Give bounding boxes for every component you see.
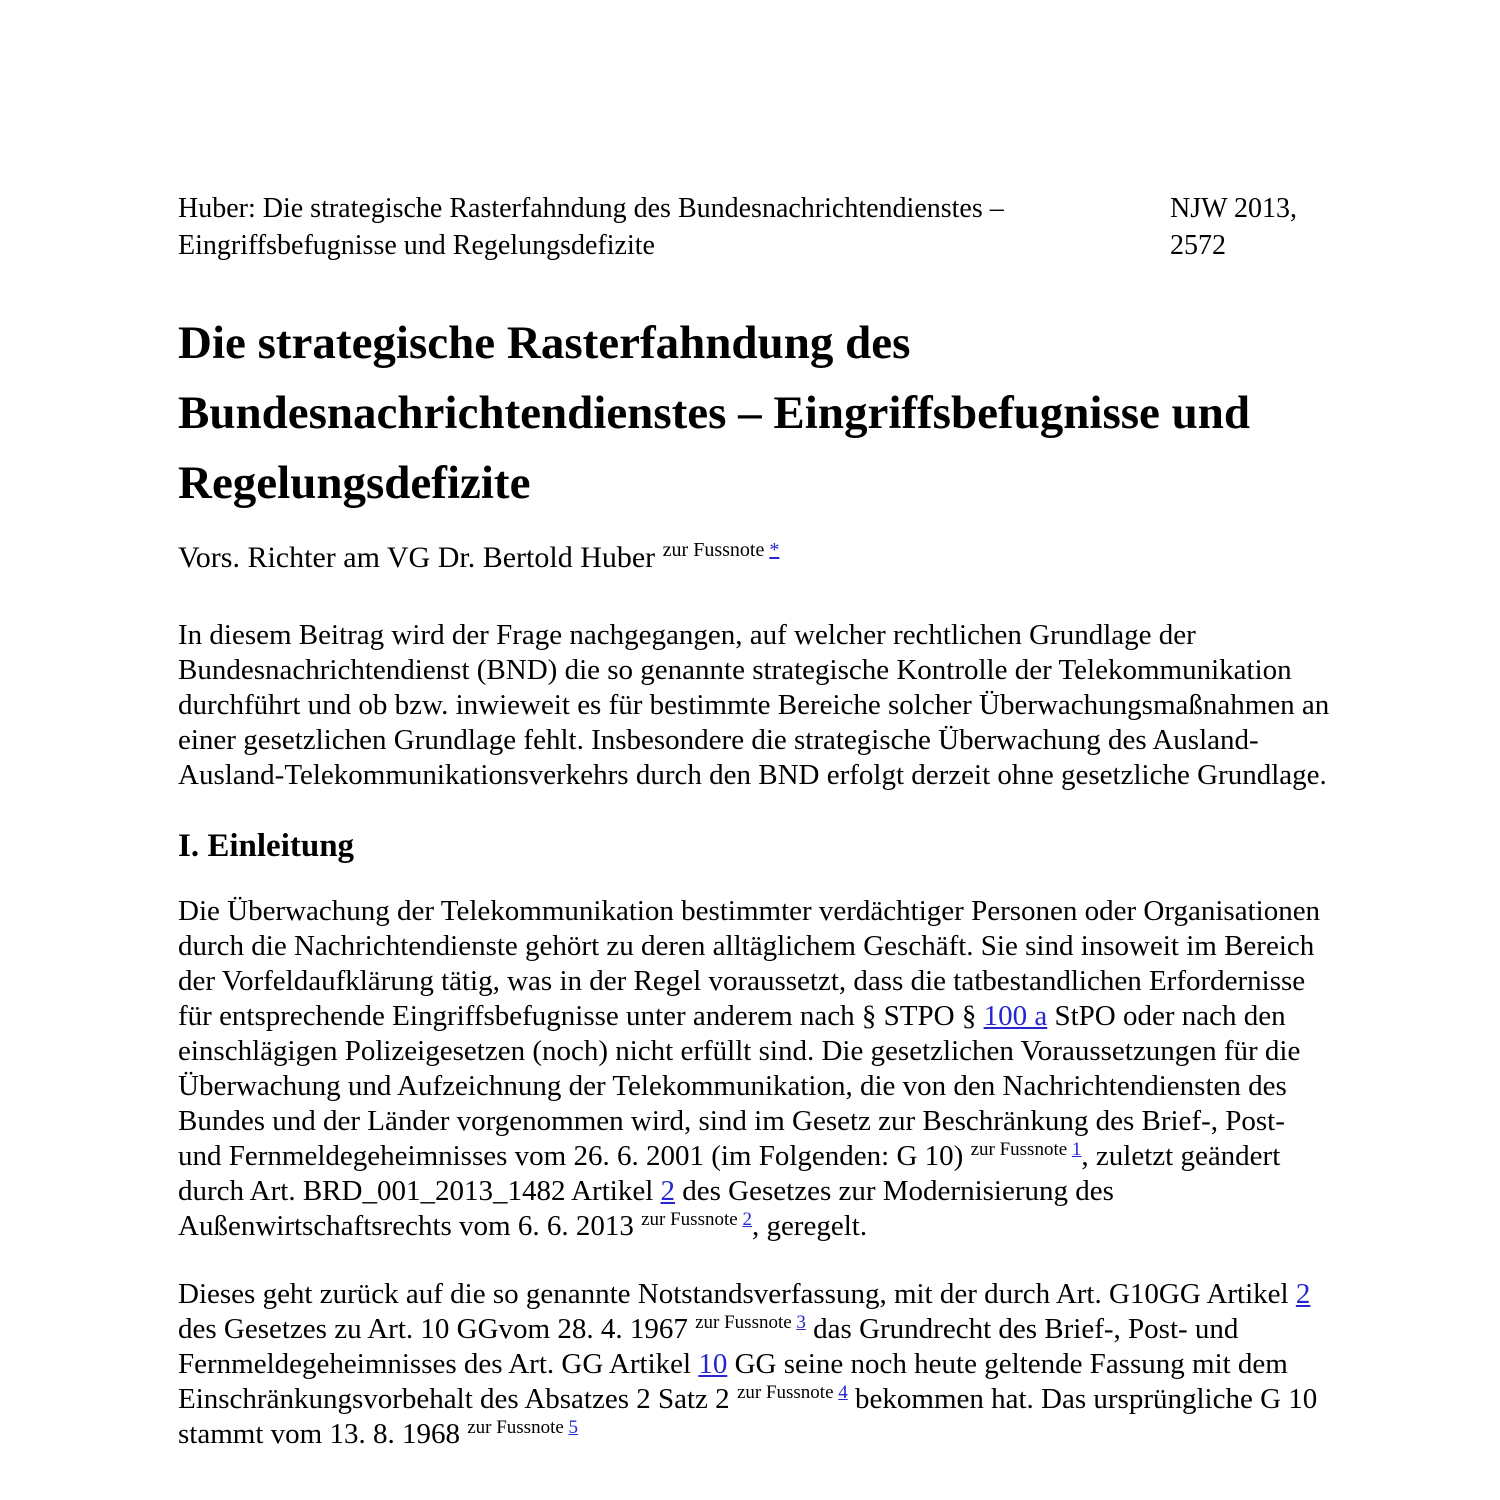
footnote-link[interactable]: * [769, 539, 780, 561]
footnote-link[interactable]: 1 [1071, 1139, 1082, 1160]
footnote-ref [695, 1312, 806, 1333]
footnote-label: zur Fussnote [467, 1417, 569, 1438]
inline-link[interactable]: 2 [1295, 1278, 1311, 1310]
body-paragraph-1: Die Überwachung der Telekommunikation bestimmter verdächtiger Personen oder Organisationen durch die Nachrichtendienste gehört zu deren alltäglichem Geschäft. Sie sind insoweit im Bereich der Vorfeldaufklärung tätig, was in der Regel voraussetzt, dass die tatbestandlichen Erfordernisse für entsprechende Eingriffsbefugnisse unter anderem nach § STPO § 100 a StPO oder nach den einschlägigen Polizeigesetzen (noch) nicht erfüllt sind. Die gesetzlichen Voraussetzungen für die Überwachung und Aufzeichnung der Telekommunikation, die von den Nachrichtendiensten des Bundes und der Länder vorgenommen wird, sind im Gesetz zur Beschränkung des Brief-, Post- und Fernmeldegeheimnisses vom 26. 6. 2001 (im Folgenden: G 10) $^{zur Fussnote 1}$, zuletzt geändert durch Art. BRD_001_2013_1482 Artikel 2 des Gesetzes zur Modernisierung des Außenwirtschaftsrechts vom 6. 6. 2013 $^{zur Fussnote 2}$, geregelt. [178, 895, 1321, 1242]
footnote-link[interactable]: 5 [568, 1417, 579, 1438]
footnote-ref [641, 1209, 752, 1230]
footnote-ref [737, 1382, 848, 1403]
footnote-label: zur Fussnote [641, 1209, 743, 1230]
author-byline: Vors. Richter am VG Dr. Bertold Huber $^{zur Fussnote *}$ [178, 539, 780, 574]
running-header [178, 190, 1330, 264]
section-heading-einleitung: I. Einleitung [178, 828, 355, 864]
footnote-label: zur Fussnote [970, 1139, 1072, 1160]
footnote-ref [467, 1417, 578, 1438]
footnote-link[interactable]: 4 [838, 1382, 848, 1403]
abstract-paragraph: In diesem Beitrag wird der Frage nachgegangen, auf welcher rechtlichen Grundlage der Bundesnachrichtendienst (BND) die so genannte strategische Kontrolle der Telekommunikation durchführt und ob bzw. inwieweit es für bestimmte Bereiche solcher Überwachungsmaßnahmen an einer gesetzlichen Grundlage fehlt. Insbesondere die strategische Überwachung des Ausland-Ausland-Telekommunikationsverkehrs durch den BND erfolgt derzeit ohne gesetzliche Grundlage. [178, 619, 1330, 791]
inline-link[interactable]: 10 [698, 1348, 728, 1380]
footnote-ref [971, 1139, 1082, 1160]
page-title: Die strategische Rasterfahndung des Bundesnachrichtendienstes – Eingriffsbefugnisse und Regelungsdefizite [178, 317, 1251, 509]
footnote-link[interactable]: 2 [742, 1209, 752, 1230]
body-paragraph-2: Dieses geht zurück auf die so genannte Notstandsverfassung, mit der durch Art. G10GG Artikel 2 des Gesetzes zu Art. 10 GGvom 28. 4. 1967 $^{zur Fussnote 3}$ das Grundrecht des Brief-, Post- und Fernmeldegeheimnisses des Art. GG Artikel 10 GG seine noch heute geltende Fassung mit dem Einschränkungsvorbehalt des Absatzes 2 Satz 2 $^{zur Fussnote 4}$ bekommen hat. Das ursprüngliche G 10 stammt vom 13. 8. 1968 $^{zur Fussnote 5}$ [178, 1278, 1318, 1450]
footnote-ref [663, 539, 780, 561]
running-header-title: Huber: Die strategische Rasterfahndung des Bundesnachrichtendienstes – Eingriffsbefugnisse und Regelungsdefizite [178, 193, 1004, 261]
inline-link[interactable]: 100 a [983, 1000, 1048, 1032]
running-header-citation [1170, 190, 1330, 264]
citation-journal-line: NJW 2013, [1170, 193, 1298, 224]
footnote-label: zur Fussnote [736, 1382, 839, 1403]
inline-link[interactable]: 2 [660, 1175, 676, 1207]
footnote-label: zur Fussnote [662, 539, 770, 561]
footnote-link[interactable]: 3 [796, 1312, 806, 1333]
footnote-label: zur Fussnote [695, 1312, 797, 1333]
citation-page-line: 2572 [1170, 230, 1226, 261]
